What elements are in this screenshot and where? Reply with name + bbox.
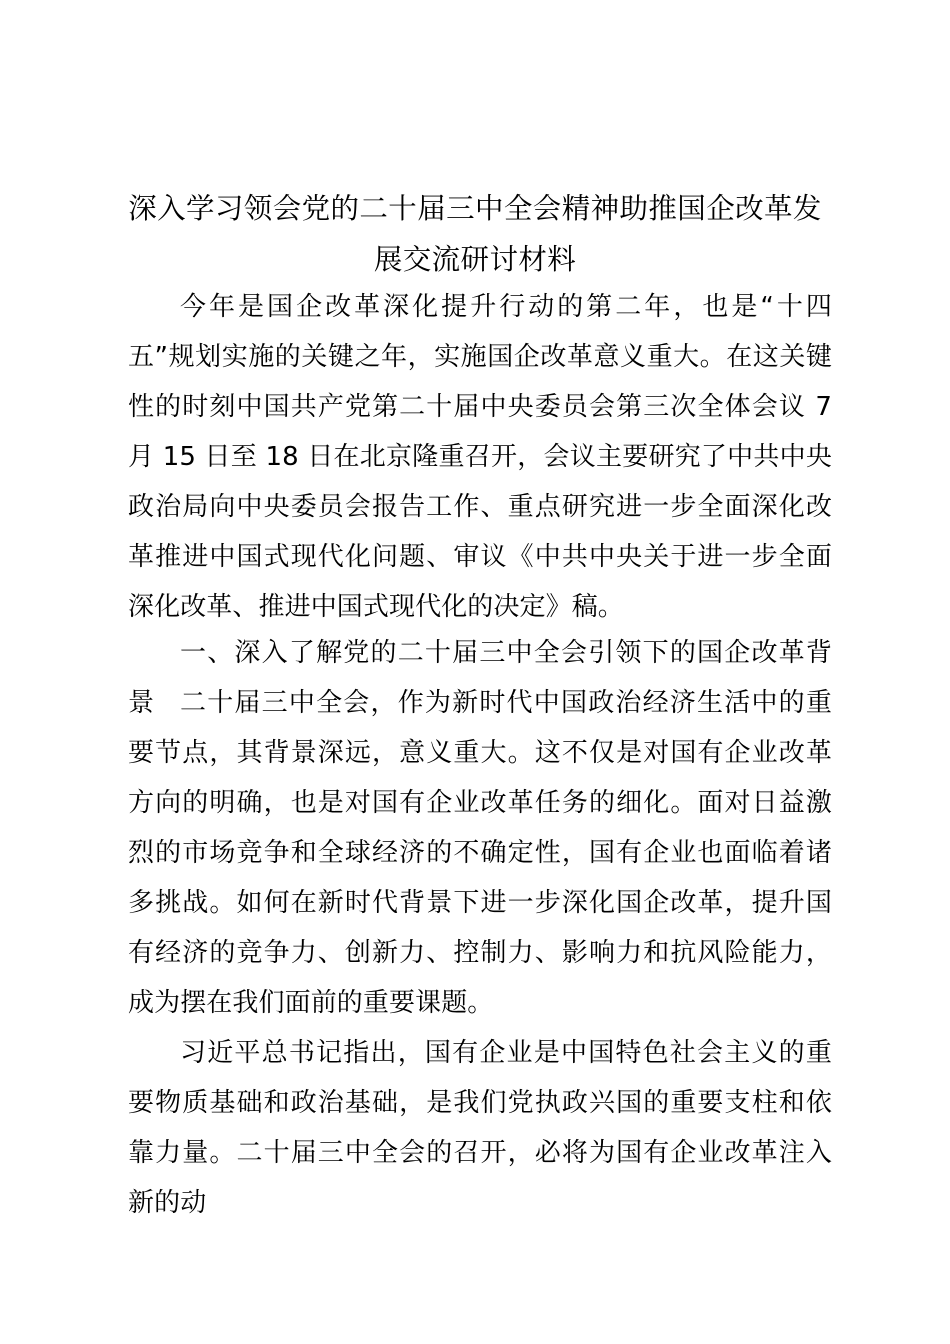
intro-paragraph: 今年是国企改革深化提升行动的第二年，也是“十四五”规划实施的关键之年，实施国企改革意义重大。在这关键性的时刻中国共产党第二十届中央委员会第三次全体会议 7 月 15 日至 18 日在北京隆重召开，会议主要研究了中共中央政治局向中央委员会报告工作、重点研究进一步全面深化改革推进中国式现代化问题、审议《中共中央关于进一步全面深化改革、推进中国式现代化的决定》稿。 xyxy=(128,292,832,622)
background-paragraph: 二十届三中全会，作为新时代中国政治经济生活中的重要节点，其背景深远，意义重大。这不仅是对国有企业改革方向的明确，也是对国有企业改革任务的细化。面对日益激烈的市场竞争和全球经济的不确定性，国有企业也面临着诸多挑战。如何在新时代背景下进一步深化国企改革，提升国有经济的竞争力、创新力、控制力、影响力和抗风险能力，成为摆在我们面前的重要课题。 xyxy=(128,688,832,1018)
section-heading-1: 一、深入了解党的二十届三中全会引领下的国企改革背景 xyxy=(128,638,832,718)
xi-quote-paragraph: 习近平总书记指出，国有企业是中国特色社会主义的重要物质基础和政治基础，是我们党执政兴国的重要支柱和依靠力量。二十届三中全会的召开，必将为国有企业改革注入新的动 xyxy=(128,1038,832,1218)
document-title-line-1: 深入学习领会党的二十届三中全会精神助推国企改革发 xyxy=(128,192,822,225)
document-title-line-2: 展交流研讨材料 xyxy=(373,243,577,276)
document-title xyxy=(118,183,832,285)
